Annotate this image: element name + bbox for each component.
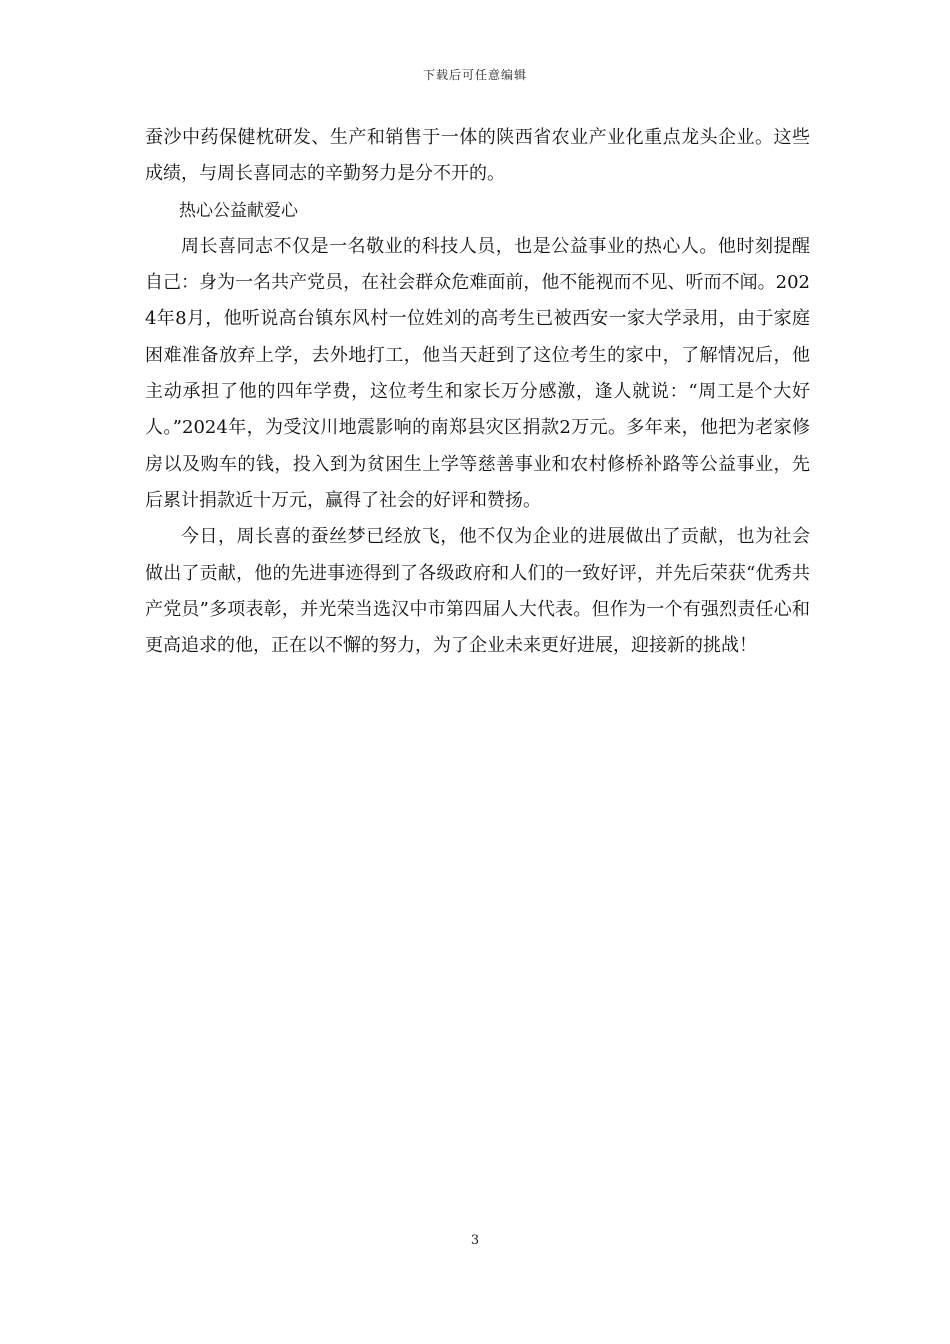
page-number: 3 bbox=[470, 1233, 480, 1248]
page-header-note: 下载后可任意编辑 bbox=[422, 68, 527, 82]
body-paragraph: 蚕沙中药保健枕研发、生产和销售于一体的陕西省农业产业化重点龙头企业。这些成绩，与周长喜同志的辛勤努力是分不开的。 bbox=[145, 127, 810, 185]
body-paragraph: 今日，周长喜的蚕丝梦已经放飞，他不仅为企业的进展做出了贡献，也为社会做出了贡献，他的先进事迹得到了各级政府和人们的一致好评，并先后荣获“优秀共产党员”多项表彰，并光荣当选汉中市第四届人大代表。但作为一个有强烈责任心和更高追求的他，正在以不懈的努力，为了企业未来更好进展，迎接新的挑战！ bbox=[145, 526, 810, 657]
document-body bbox=[145, 120, 810, 664]
section-heading: 热心公益献爱心 bbox=[179, 200, 298, 221]
body-paragraph: 周长喜同志不仅是一名敬业的科技人员，也是公益事业的热心人。他时刻提醒自己：身为一名共产党员，在社会群众危难面前，他不能视而不见、听而不闻。2024年8月，他听说高台镇东风村一位姓刘的高考生已被西安一家大学录用，由于家庭困难准备放弃上学，去外地打工，他当天赶到了这位考生的家中，了解情况后，他主动承担了他的四年学费，这位考生和家长万分感激，逢人就说：“周工是个大好人。”2024年，为受汶川地震影响的南郑县灾区捐款2万元。多年来，他把为老家修房以及购车的钱，投入到为贫困生上学等慈善事业和农村修桥补路等公益事业，先后累计捐款近十万元，赢得了社会的好评和赞扬。 bbox=[145, 235, 810, 511]
